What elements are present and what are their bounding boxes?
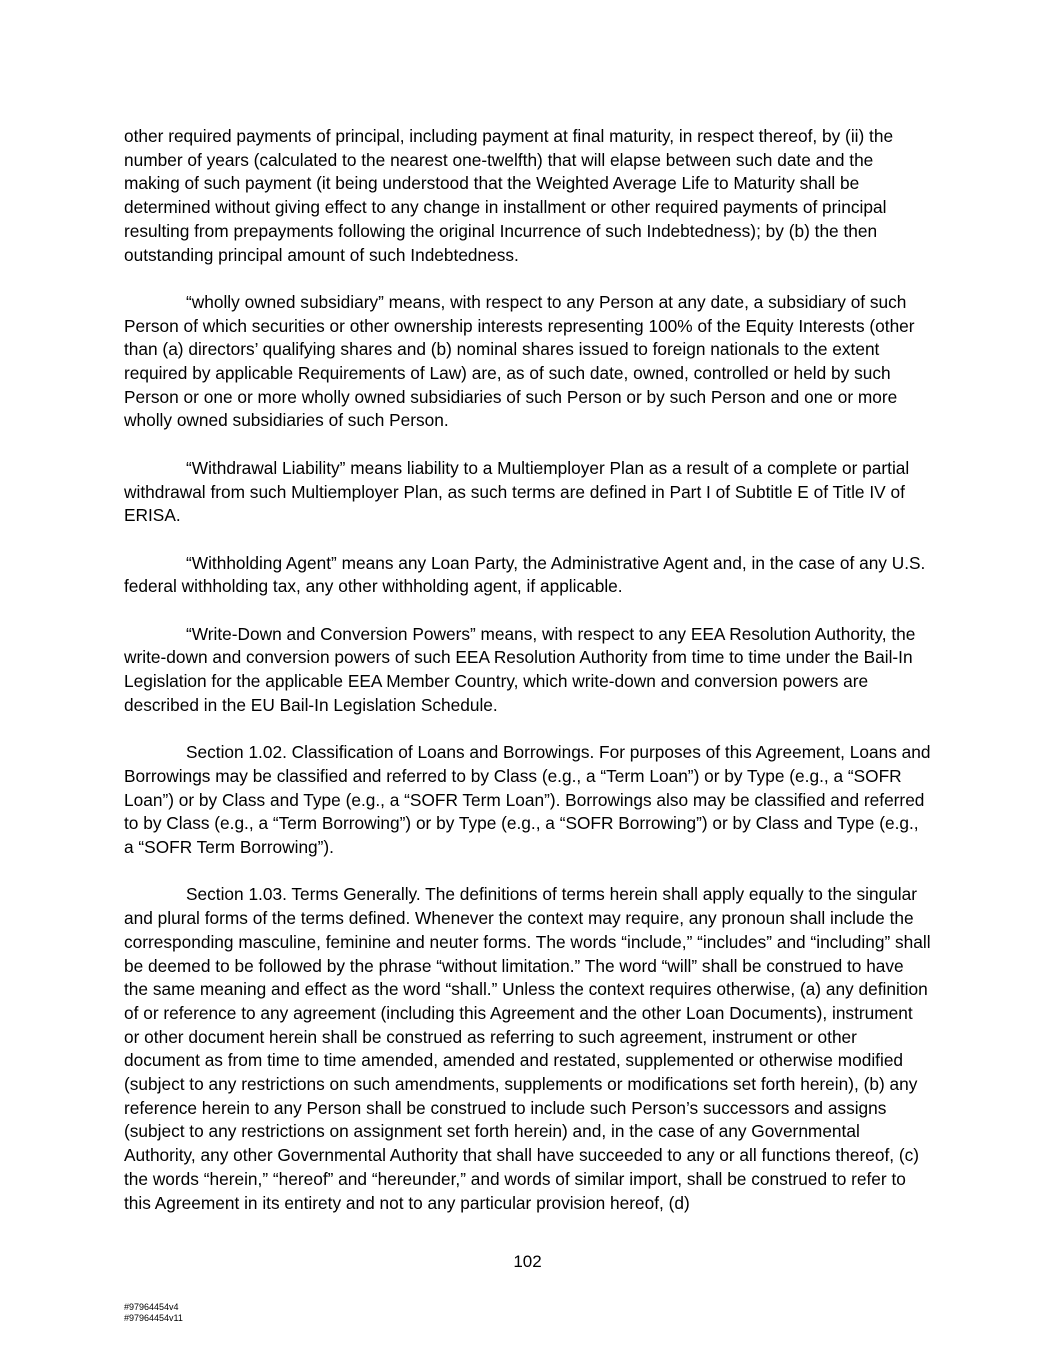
paragraph-weighted-average-life-continued: other required payments of principal, including payment at final maturity, in respect thereof, by (ii) the number of years (calculated to the nearest one-twelfth) that will elapse between such date and the making of such payment (it being understood that the Weighted Average Life to Maturity shall be determined without giving effect to any change in installment or other required payments of principal resulting from prepayments following the original Incurrence of such Indebtedness); by (b) the then outstanding principal amount of such Indebtedness. <box>124 126 894 265</box>
document-identifiers <box>124 1302 183 1324</box>
page-number: 102 <box>513 1252 542 1271</box>
paragraph-wholly-owned-subsidiary: “wholly owned subsidiary” means, with respect to any Person at any date, a subsidiary of such Person of which securities or other ownership interests representing 100% of the Equity Interests (other than (a) directors’ qualifying shares and (b) nominal shares issued to foreign nationals to the extent required by applicable Requirements of Law) are, as of such date, owned, controlled or held by such Person or one or more wholly owned subsidiaries of such Person or by such Person and one or more wholly owned subsidiaries of such Person. <box>124 291 915 431</box>
paragraph-section-1-03: Section 1.03. Terms Generally. The definitions of terms herein shall apply equally to the singular and plural forms of the terms defined. Whenever the context may require, any pronoun shall include the corresponding masculine, feminine and neuter forms. The words “include,” “includes” and “including” shall be deemed to be followed by the phrase “without limitation.” The word “will” shall be construed to have the same meaning and effect as the word “shall.” Unless the context requires otherwise, (a) any definition of or reference to any agreement (including this Agreement and the other Loan Documents), instrument or other document herein shall be construed as referring to such agreement, instrument or other document as from time to time amended, amended and restated, supplemented or otherwise modified (subject to any restrictions on such amendments, supplements or modifications set forth herein), (b) any reference herein to any Person shall be construed to include such Person’s successors and assigns (subject to any restrictions on assignment set forth herein) and, in the case of any Governmental Authority, any other Governmental Authority that shall have succeeded to any or all functions thereof, (c) the words “herein,” “hereof” and “hereunder,” and words of similar import, shall be construed to refer to this Agreement in its entirety and not to any particular provision hereof, (d) <box>124 884 931 1213</box>
document-body <box>124 125 932 1239</box>
paragraph-section-1-02: Section 1.02. Classification of Loans and Borrowings. For purposes of this Agreement, Loans and Borrowings may be classified and referred to by Class (e.g., a “Term Loan”) or by Type (e.g., a “SOFR Loan”) or by Class and Type (e.g., a “SOFR Term Loan”). Borrowings also may be classified and referred to by Class (e.g., a “Term Borrowing”) or by Type (e.g., a “SOFR Borrowing”) or by Class and Type (e.g., a “SOFR Term Borrowing”). <box>124 742 931 858</box>
paragraph-write-down-conversion-powers: “Write-Down and Conversion Powers” means, with respect to any EEA Resolution Authority, the write-down and conversion powers of such EEA Resolution Authority from time to time under the Bail-In Legislation for the applicable EEA Member Country, which write-down and conversion powers are described in the EU Bail-In Legislation Schedule. <box>124 623 916 715</box>
document-id: #97964454v4 <box>124 1302 179 1312</box>
paragraph-withdrawal-liability: “Withdrawal Liability” means liability to a Multiemployer Plan as a result of a complete or partial withdrawal from such Multiemployer Plan, as such terms are defined in Part I of Subtitle E of Title IV of ERISA. <box>124 457 910 526</box>
document-id: #97964454v11 <box>124 1313 183 1323</box>
paragraph-withholding-agent: “Withholding Agent” means any Loan Party, the Administrative Agent and, in the case of any U.S. federal withholding tax, any other withholding agent, if applicable. <box>124 552 926 597</box>
